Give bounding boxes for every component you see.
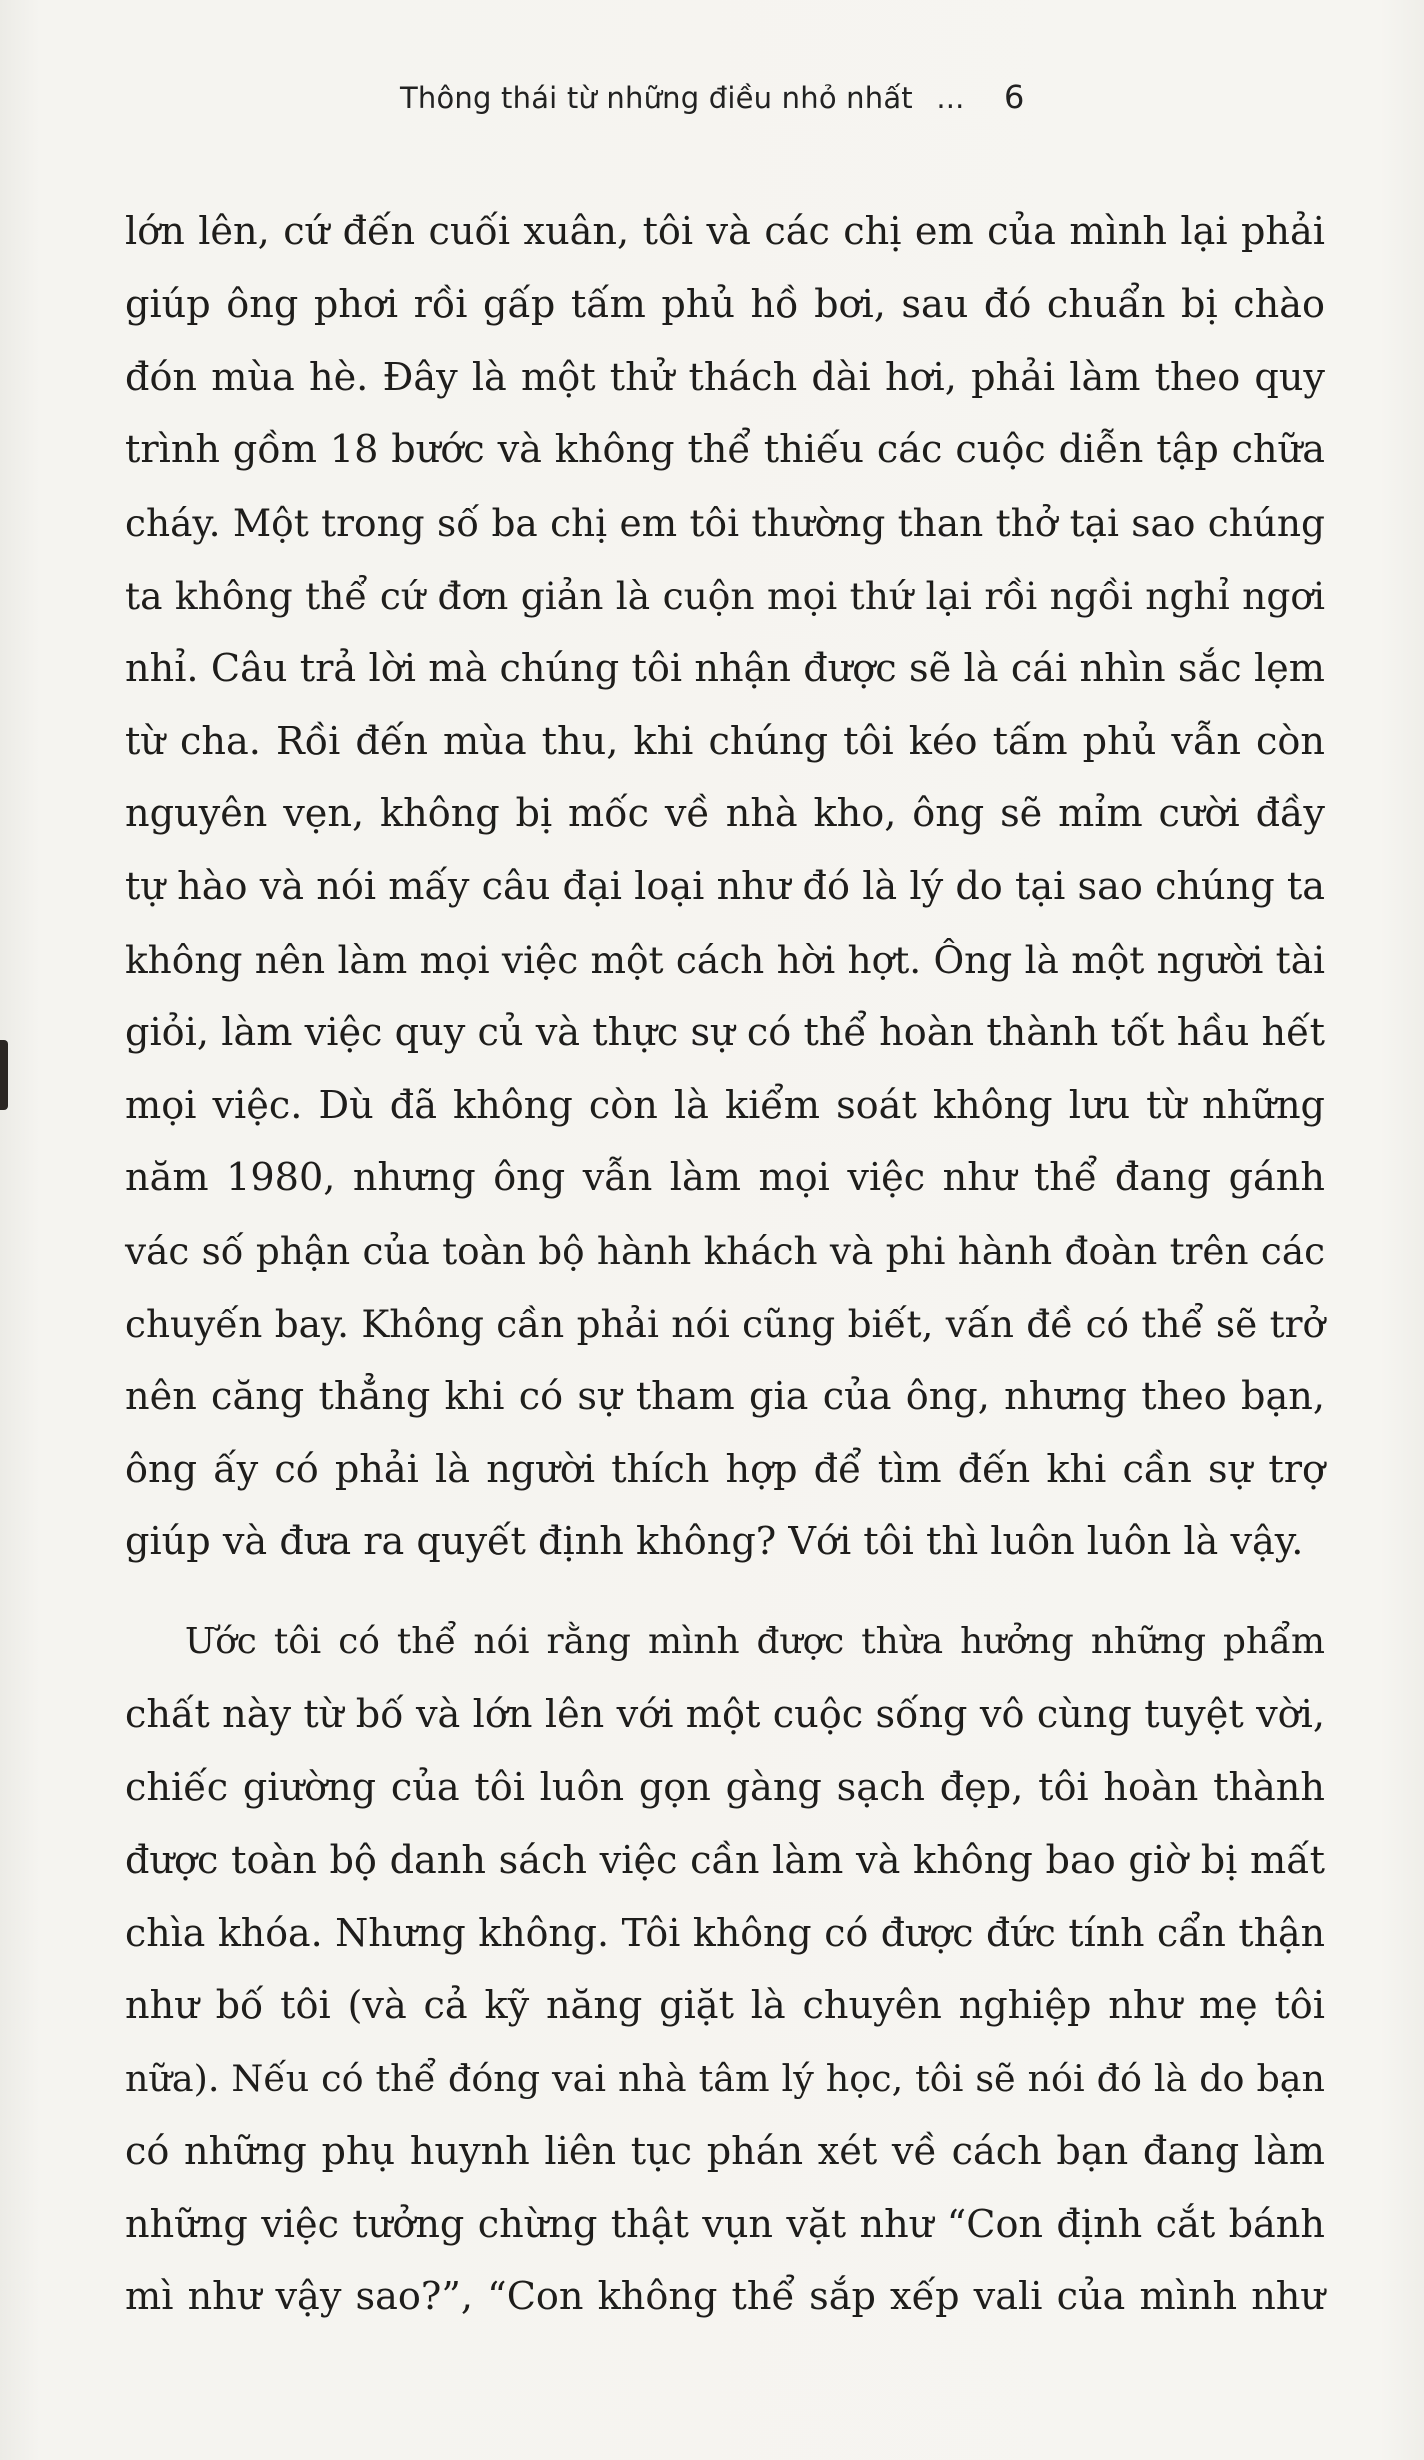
text-line: nhỉ. Câu trả lời mà chúng tôi nhận được sẽ là cái nhìn sắc lẹm: [125, 646, 1325, 691]
text-line: chiếc giường của tôi luôn gọn gàng sạch đẹp, tôi hoàn thành: [125, 1765, 1325, 1810]
text-line: giúp ông phơi rồi gấp tấm phủ hồ bơi, sau đó chuẩn bị chào: [125, 282, 1325, 327]
paragraph-gap: [125, 1579, 1325, 1606]
text-line: chìa khóa. Nhưng không. Tôi không có được đức tính cẩn thận: [125, 1911, 1325, 1956]
text-line: giỏi, làm việc quy củ và thực sự có thể hoàn thành tốt hầu hết: [125, 1010, 1325, 1055]
header-title: Thông thái từ những điều nhỏ nhất: [400, 81, 913, 115]
text-line: Ước tôi có thể nói rằng mình được thừa hưởng những phẩm: [185, 1621, 1325, 1663]
text-line: nên căng thẳng khi có sự tham gia của ông, nhưng theo bạn,: [125, 1374, 1325, 1419]
text-line: chuyến bay. Không cần phải nói cũng biết, vấn đề có thể sẽ trở: [125, 1301, 1325, 1346]
binding-edge-mark: [0, 1040, 8, 1110]
page-number: 6: [1004, 78, 1025, 116]
paragraph: [125, 1606, 1325, 2334]
text-line: có những phụ huynh liên tục phán xét về cách bạn đang làm: [125, 2129, 1325, 2174]
text-line: chất này từ bố và lớn lên với một cuộc sống vô cùng tuyệt vời,: [125, 1692, 1325, 1737]
text-line: ta không thể cứ đơn giản là cuộn mọi thứ lại rồi ngồi nghỉ ngơi: [125, 573, 1325, 618]
text-line: nữa). Nếu có thể đóng vai nhà tâm lý học, tôi sẽ nói đó là do bạn: [125, 2056, 1325, 2100]
text-line: từ cha. Rồi đến mùa thu, khi chúng tôi kéo tấm phủ vẫn còn: [125, 719, 1325, 764]
text-line: không nên làm mọi việc một cách hời hợt. Ông là một người tài: [125, 937, 1325, 982]
text-line: được toàn bộ danh sách việc cần làm và không bao giờ bị mất: [125, 1838, 1325, 1883]
paragraph: [125, 196, 1325, 1579]
text-line: trình gồm 18 bước và không thể thiếu các cuộc diễn tập chữa: [125, 428, 1325, 473]
text-line: như bố tôi (và cả kỹ năng giặt là chuyên nghiệp như mẹ tôi: [125, 1984, 1325, 2029]
header-dots: ...: [936, 81, 965, 115]
text-line: tự hào và nói mấy câu đại loại như đó là lý do tại sao chúng ta: [125, 865, 1325, 910]
text-line: đón mùa hè. Đây là một thử thách dài hơi, phải làm theo quy: [125, 355, 1325, 400]
running-header: [400, 78, 1040, 116]
text-line: ông ấy có phải là người thích hợp để tìm đến khi cần sự trợ: [125, 1447, 1325, 1492]
text-line: nguyên vẹn, không bị mốc về nhà kho, ông sẽ mỉm cười đầy: [125, 792, 1325, 837]
text-line: vác số phận của toàn bộ hành khách và phi hành đoàn trên các: [125, 1229, 1325, 1274]
text-line: năm 1980, nhưng ông vẫn làm mọi việc như thể đang gánh: [125, 1156, 1325, 1201]
text-line: mì như vậy sao?”, “Con không thể sắp xếp vali của mình như: [125, 2275, 1325, 2320]
text-line: giúp và đưa ra quyết định không? Với tôi thì luôn luôn là vậy.: [125, 1520, 1304, 1565]
text-line: cháy. Một trong số ba chị em tôi thường than thở tại sao chúng: [125, 501, 1325, 546]
body-text: [125, 196, 1325, 2334]
text-line: mọi việc. Dù đã không còn là kiểm soát không lưu từ những: [125, 1083, 1325, 1128]
text-line: những việc tưởng chừng thật vụn vặt như “Con định cắt bánh: [125, 2202, 1325, 2247]
text-line: lớn lên, cứ đến cuối xuân, tôi và các chị em của mình lại phải: [125, 210, 1325, 254]
